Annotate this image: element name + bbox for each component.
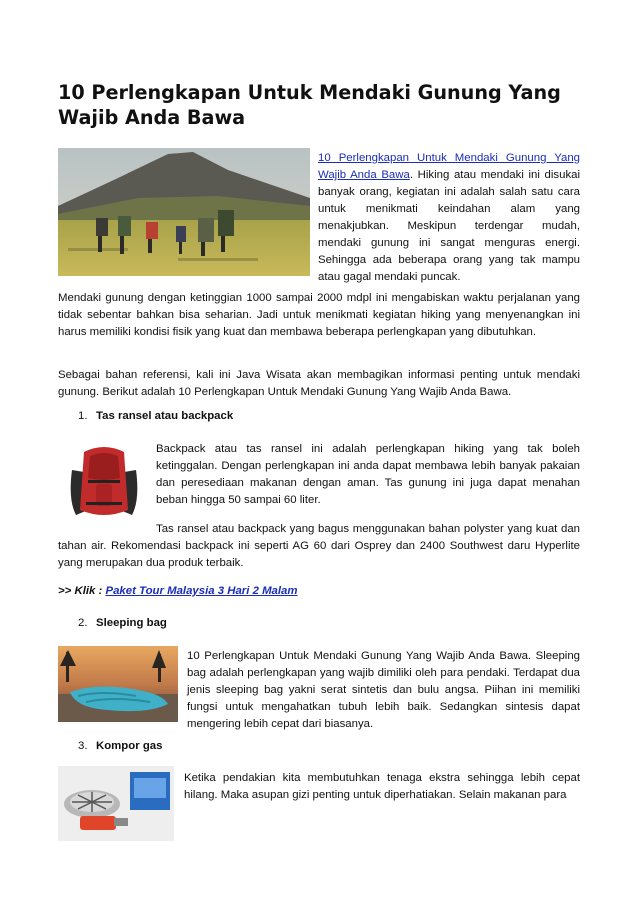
backpack-photo [58, 440, 150, 525]
item-heading-backpack [78, 410, 233, 422]
promo-prefix: >> Klik : [58, 585, 106, 597]
kompor-gas-text: Ketika pendakian kita membutuhkan tenaga ekstra sehingga lebih cepat hilang. Maka asupan gizi penting untuk diperhatiakan. Selain makanan para [184, 772, 580, 801]
item-number: 1. [78, 410, 88, 422]
item-heading-label: Tas ransel atau backpack [96, 410, 234, 422]
sleeping-bag-text: 10 Perlengkapan Untuk Mendaki Gunung Yang Wajib Anda Bawa. Sleeping bag adalah perlengkapan yang wajib dimiliki oleh para pendaki. Terdapat dua jenis sleeping bag yakni serat sintetis dan bulu angsa. Piihan ini memiliki fungsi untuk mengahatkan tubuh lebih baik. Sedangkan sintesis dapat mengering lebih cepat dari biasanya. [187, 650, 580, 730]
intro-title-link[interactable]: 10 Perlengkapan Untuk Mendaki Gunung Yang Wajib Anda Bawa [318, 152, 580, 181]
item-number: 3. [78, 740, 88, 752]
item-heading-label: Sleeping bag [96, 617, 167, 629]
sleeping-bag-photo [58, 646, 178, 722]
gas-stove-photo [58, 766, 174, 841]
hikers-mountain-photo [58, 148, 310, 276]
intro-paragraph [318, 150, 580, 286]
item-heading-label: Kompor gas [96, 740, 163, 752]
backpack-text-2-content: Tas ransel atau backpack yang bagus menggunakan bahan polyster yang kuat dan tahan air. Rekomendasi backpack ini seperti AG 60 dari Osprey dan 2400 Southwest daru Hyperlite yang merupakan dua produk terbaik. [58, 523, 580, 569]
promo-line [58, 585, 298, 597]
item-heading-sleeping-bag [78, 617, 167, 629]
item-number: 2. [78, 617, 88, 629]
item-heading-kompor-gas [78, 740, 162, 752]
backpack-text-1: Backpack atau tas ransel ini adalah perlengkapan hiking yang tak boleh ketinggalan. Dengan perlengkapan ini anda dapat membawa lebih banyak pakaian dan peresediaan makanan dengan aman. Tas gunung ini juga dapat menahan beban hingga 50 sampai 60 liter. [156, 443, 580, 506]
paragraph-2: Sebagai bahan referensi, kali ini Java Wisata akan membagikan informasi penting untuk mendaki gunung. Berikut adalah 10 Perlengkapan Untuk Mendaki Gunung Yang Wajib Anda Bawa. [58, 369, 580, 398]
backpack-text-2 [58, 521, 580, 572]
intro-text: . Hiking atau mendaki ini disukai banyak orang, kegiatan ini adalah salah satu cara untuk menikmati keindahan alam yang menakjubkan. Meskipun terdengar mudah, mendaki gunung ini sangat menguras energi. Sehingga ada beberapa orang yang tak mampu atau gagal mendaki puncak. [318, 169, 581, 283]
article-title: 10 Perlengkapan Untuk Mendaki Gunung Yang Wajib Anda Bawa [58, 81, 561, 129]
promo-link[interactable]: Paket Tour Malaysia 3 Hari 2 Malam [105, 585, 298, 597]
paragraph-1: Mendaki gunung dengan ketinggian 1000 sampai 2000 mdpl ini mengabiskan waktu perjalanan yang tidak sebentar bahkan bisa seharian. Jadi untuk menikmati kegiatan hiking yang menyenangkan ini harus memiliki kondisi fisik yang kuat dan membawa beberapa perlengkapan yang dibutuhkan. [58, 292, 580, 338]
